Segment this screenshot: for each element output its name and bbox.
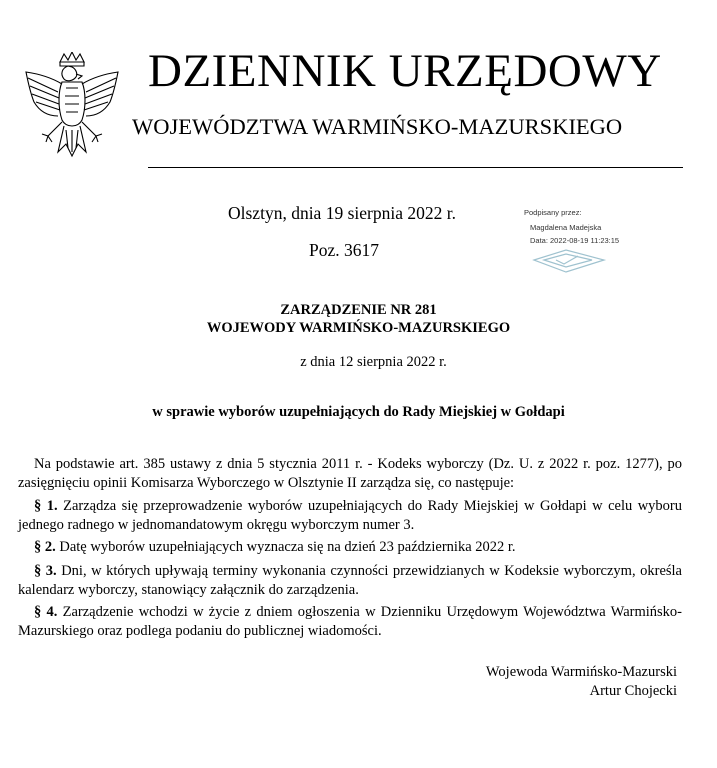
- signature-signer: Magdalena Madejska: [530, 223, 602, 232]
- document-subject: w sprawie wyborów uzupełniających do Rady Miejskiej w Gołdapi: [152, 404, 565, 420]
- document-date: z dnia 12 sierpnia 2022 r.: [300, 354, 447, 370]
- eagle-emblem-icon: [18, 52, 126, 177]
- paragraph-4: [18, 603, 682, 641]
- position-number: Poz. 3617: [309, 240, 379, 260]
- signer-name: Artur Chojecki: [589, 683, 677, 699]
- electronic-signature: [524, 208, 704, 270]
- paragraph-2: [18, 538, 682, 557]
- masthead-divider: [148, 167, 683, 168]
- paragraph-1-text: Zarządza się przeprowadzenie wyborów uzupełniających do Rady Miejskiej w Gołdapi w celu wyboru jednego radnego w jednomandatowym okręgu wyborczym numer 3.: [18, 498, 683, 533]
- paragraph-3-label: § 3.: [34, 563, 57, 579]
- document-issuer: WOJEWODY WARMIŃSKO-MAZURSKIEGO: [206, 320, 511, 336]
- paragraph-4-label: § 4.: [34, 604, 58, 620]
- masthead-title: DZIENNIK URZĘDOWY: [148, 45, 662, 97]
- paragraph-3: [18, 562, 682, 600]
- paragraph-1: [18, 497, 682, 535]
- signature-date: Data: 2022-08-19 11:23:15: [530, 236, 620, 245]
- paragraph-2-text: Datę wyborów uzupełniających wyznacza się na dzień 23 października 2022 r.: [55, 539, 516, 555]
- place-date: Olsztyn, dnia 19 sierpnia 2022 r.: [228, 203, 456, 223]
- paragraph-1-label: § 1.: [34, 498, 58, 514]
- preamble: Na podstawie art. 385 ustawy z dnia 5 stycznia 2011 r. - Kodeks wyborczy (Dz. U. z 2022 r. poz. 1277), po zasięgnięciu opinii Komisarza Wyborczego w Olsztynie II zarządza się, co następuje:: [18, 456, 682, 491]
- document-title: ZARZĄDZENIE NR 281: [280, 302, 437, 318]
- paragraph-3-text: Dni, w których upływają terminy wykonania czynności przewidzianych w Kodeksie wyborczym, określa kalendarz wyborczy, stanowiący załącznik do zarządzenia.: [18, 563, 682, 598]
- signature-check-icon: [530, 246, 608, 276]
- masthead-subtitle: WOJEWÓDZTWA WARMIŃSKO-MAZURSKIEGO: [132, 114, 623, 139]
- signature-label: Podpisany przez:: [524, 208, 582, 217]
- paragraph-4-text: Zarządzenie wchodzi w życie z dniem ogłoszenia w Dzienniku Urzędowym Województwa Warmińsko-Mazurskiego oraz podlega podaniu do publicznej wiadomości.: [18, 604, 682, 639]
- paragraph-2-label: § 2.: [34, 539, 56, 555]
- signer-office: Wojewoda Warmińsko-Mazurski: [485, 664, 677, 680]
